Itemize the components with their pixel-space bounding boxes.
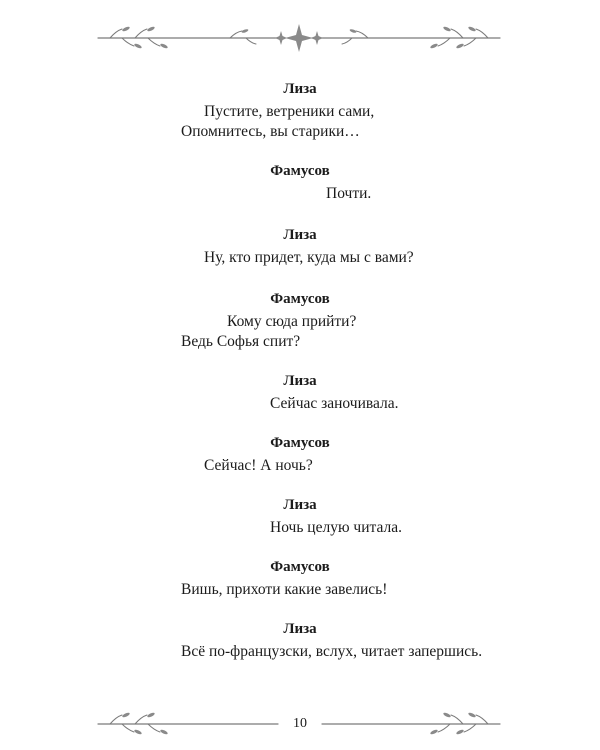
speaker-name: Лиза: [283, 373, 317, 389]
verse-line: Кому сюда прийти?: [227, 313, 357, 330]
verse-line: Вишь, прихоти какие завелись!: [181, 581, 388, 598]
page-number: 10: [293, 716, 307, 731]
top-ornament: [0, 18, 600, 58]
speaker-name: Фамусов: [270, 559, 330, 575]
verse-line: Ну, кто придет, куда мы с вами?: [204, 249, 414, 266]
verse-line: Ведь Софья спит?: [181, 333, 301, 350]
speaker-name: Фамусов: [270, 435, 330, 451]
speaker-name: Лиза: [283, 81, 317, 97]
verse-line: Опомнитесь, вы старики…: [181, 123, 360, 140]
speaker-name: Фамусов: [270, 291, 330, 307]
verse-line: Почти.: [326, 185, 372, 202]
verse-line: Пустите, ветреники сами,: [204, 103, 375, 120]
verse-line: Сейчас! А ночь?: [204, 457, 313, 474]
speaker-name: Лиза: [283, 227, 317, 243]
speaker-name: Фамусов: [270, 163, 330, 179]
speaker-name: Лиза: [283, 497, 317, 513]
verse-line: Сейчас заночивала.: [270, 395, 399, 412]
verse-line: Всё по-французски, вслух, читает запершись.: [181, 643, 483, 660]
verse-line: Ночь целую читала.: [270, 519, 402, 536]
speaker-name: Лиза: [283, 621, 317, 637]
vine-divider-icon: [0, 18, 600, 58]
